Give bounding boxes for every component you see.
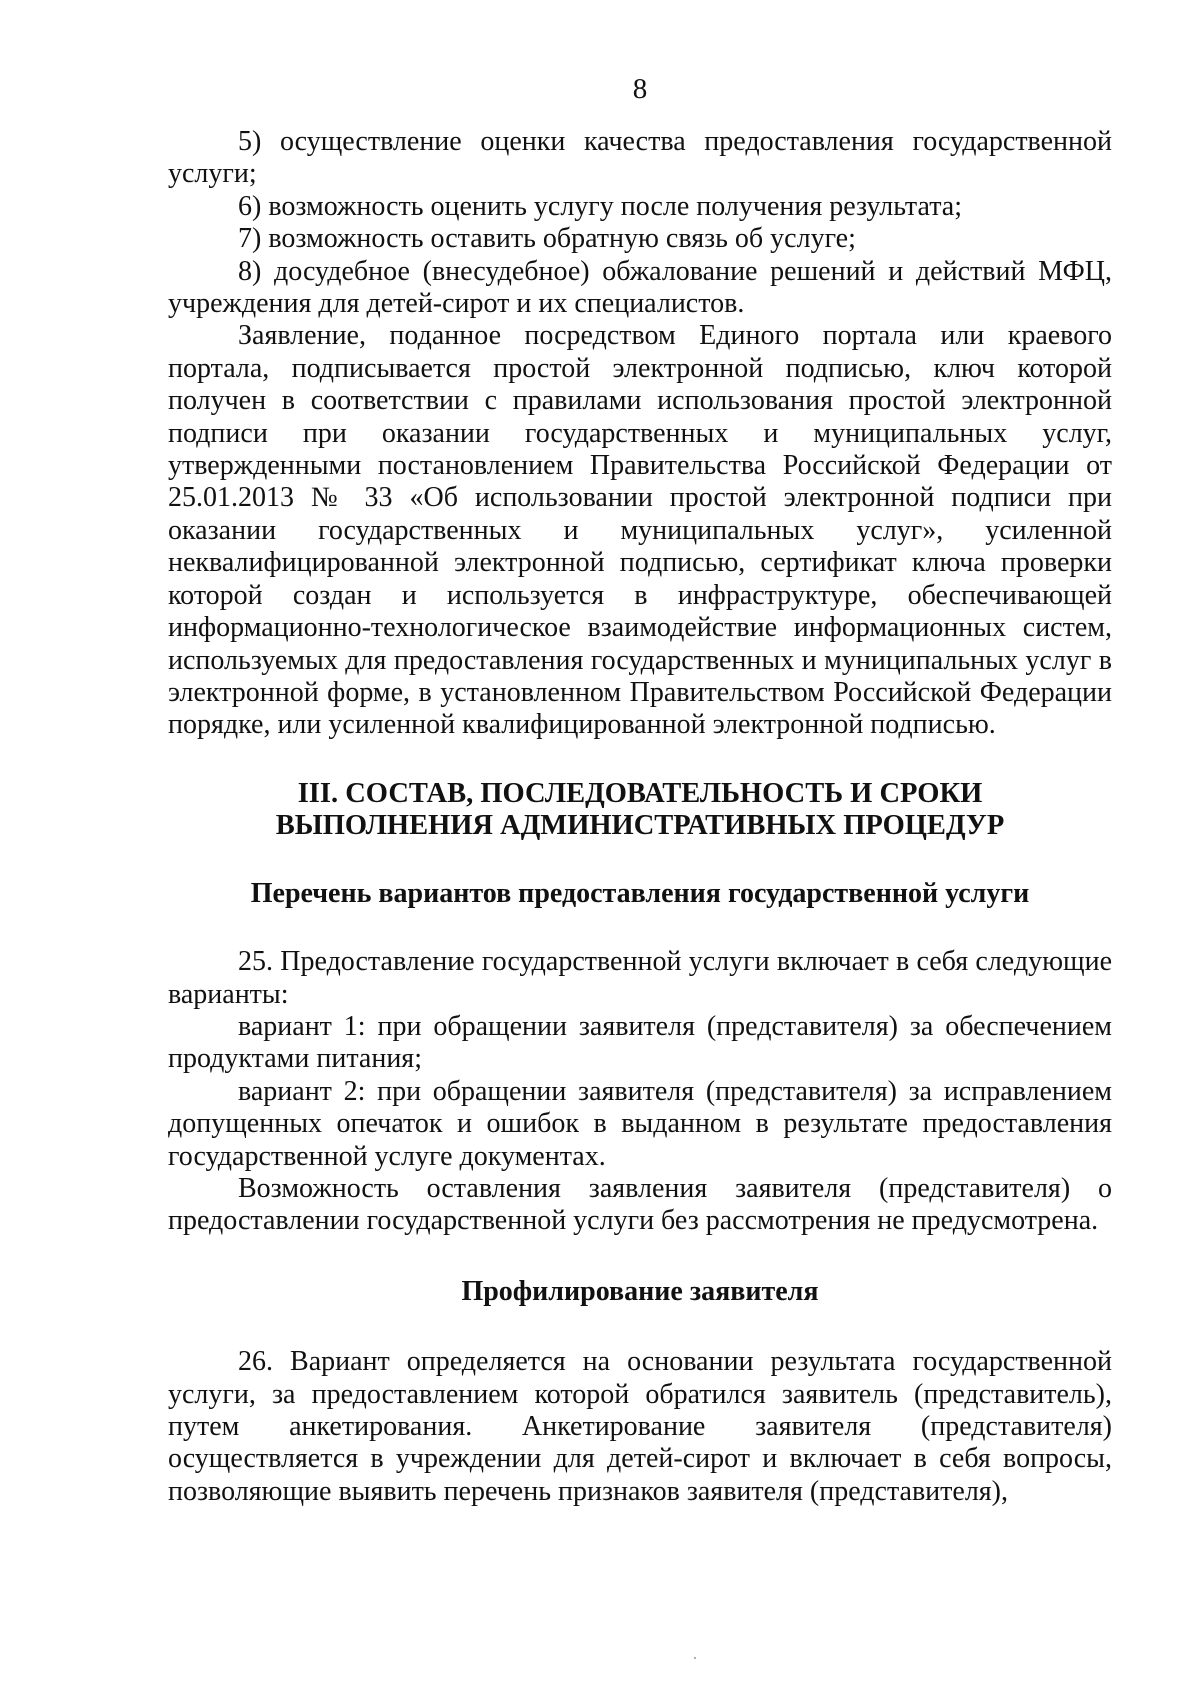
paragraph-signature-requirements: Заявление, поданное посредством Единого портала или краевого портала, подписывается простой электронной подписью, ключ которой получен в соответствии с правилами использования простой электронной подписи при оказании государственных и муниципальных услуг, утвержденными постановлением Правительства Российской Федерации от 25.01.2013 № 33 «Об использовании простой электронной подписи при оказании государственных и муниципальных услуг», усиленной неквалифицированной электронной подписью, сертификат ключа проверки которой создан и используется в инфраструктуре, обеспечивающей информационно-технологическое взаимодействие информационных систем, используемых для предоставления государственных и муниципальных услуг в электронной форме, в установленном Правительством Российской Федерации порядке, или усиленной квалифицированной электронной подписью. bbox=[168, 320, 1112, 741]
paragraph-no-dismissal: Возможность оставления заявления заявителя (представителя) о предоставлении государственной услуги без рассмотрения не предусмотрена. bbox=[168, 1172, 1112, 1237]
section-heading-line-2: ВЫПОЛНЕНИЯ АДМИНИСТРАТИВНЫХ ПРОЦЕДУР bbox=[275, 809, 1005, 841]
section-heading-line-1: III. СОСТАВ, ПОСЛЕДОВАТЕЛЬНОСТЬ И СРОКИ bbox=[297, 777, 983, 809]
subheading-variants: Перечень вариантов предоставления государственной услуги bbox=[250, 877, 1030, 909]
page-number: 8 bbox=[632, 73, 648, 105]
paragraph-item-5: 5) осуществление оценки качества предоставления государственной услуги; bbox=[168, 126, 1112, 190]
paragraph-item-8: 8) досудебное (внесудебное) обжалование решений и действий МФЦ, учреждения для детей-сирот и их специалистов. bbox=[168, 255, 1112, 320]
scan-speck bbox=[694, 1657, 696, 1659]
paragraph-variant-2: вариант 2: при обращении заявителя (представителя) за исправлением допущенных опечаток и ошибок в выданном в результате предоставления государственной услуге документах. bbox=[168, 1075, 1112, 1172]
paragraph-25: 25. Предоставление государственной услуги включает в себя следующие варианты: bbox=[168, 946, 1112, 1010]
paragraph-variant-1: вариант 1: при обращении заявителя (представителя) за обеспечением продуктами питания; bbox=[168, 1010, 1112, 1075]
document-body bbox=[168, 126, 1112, 1508]
paragraph-item-7: 7) возможность оставить обратную связь об услуге; bbox=[238, 223, 856, 255]
section-heading bbox=[168, 778, 1112, 842]
subheading-profiling: Профилирование заявителя bbox=[461, 1275, 819, 1307]
paragraph-26: 26. Вариант определяется на основании результата государственной услуги, за предоставлением которой обратился заявитель (представитель), путем анкетирования. Анкетирование заявителя (представителя) осуществляется в учреждении для детей-сирот и включает в себя вопросы, позволяющие выявить перечень признаков заявителя (представителя), bbox=[168, 1346, 1112, 1507]
paragraph-item-6: 6) возможность оценить услугу после получения результата; bbox=[238, 190, 962, 222]
